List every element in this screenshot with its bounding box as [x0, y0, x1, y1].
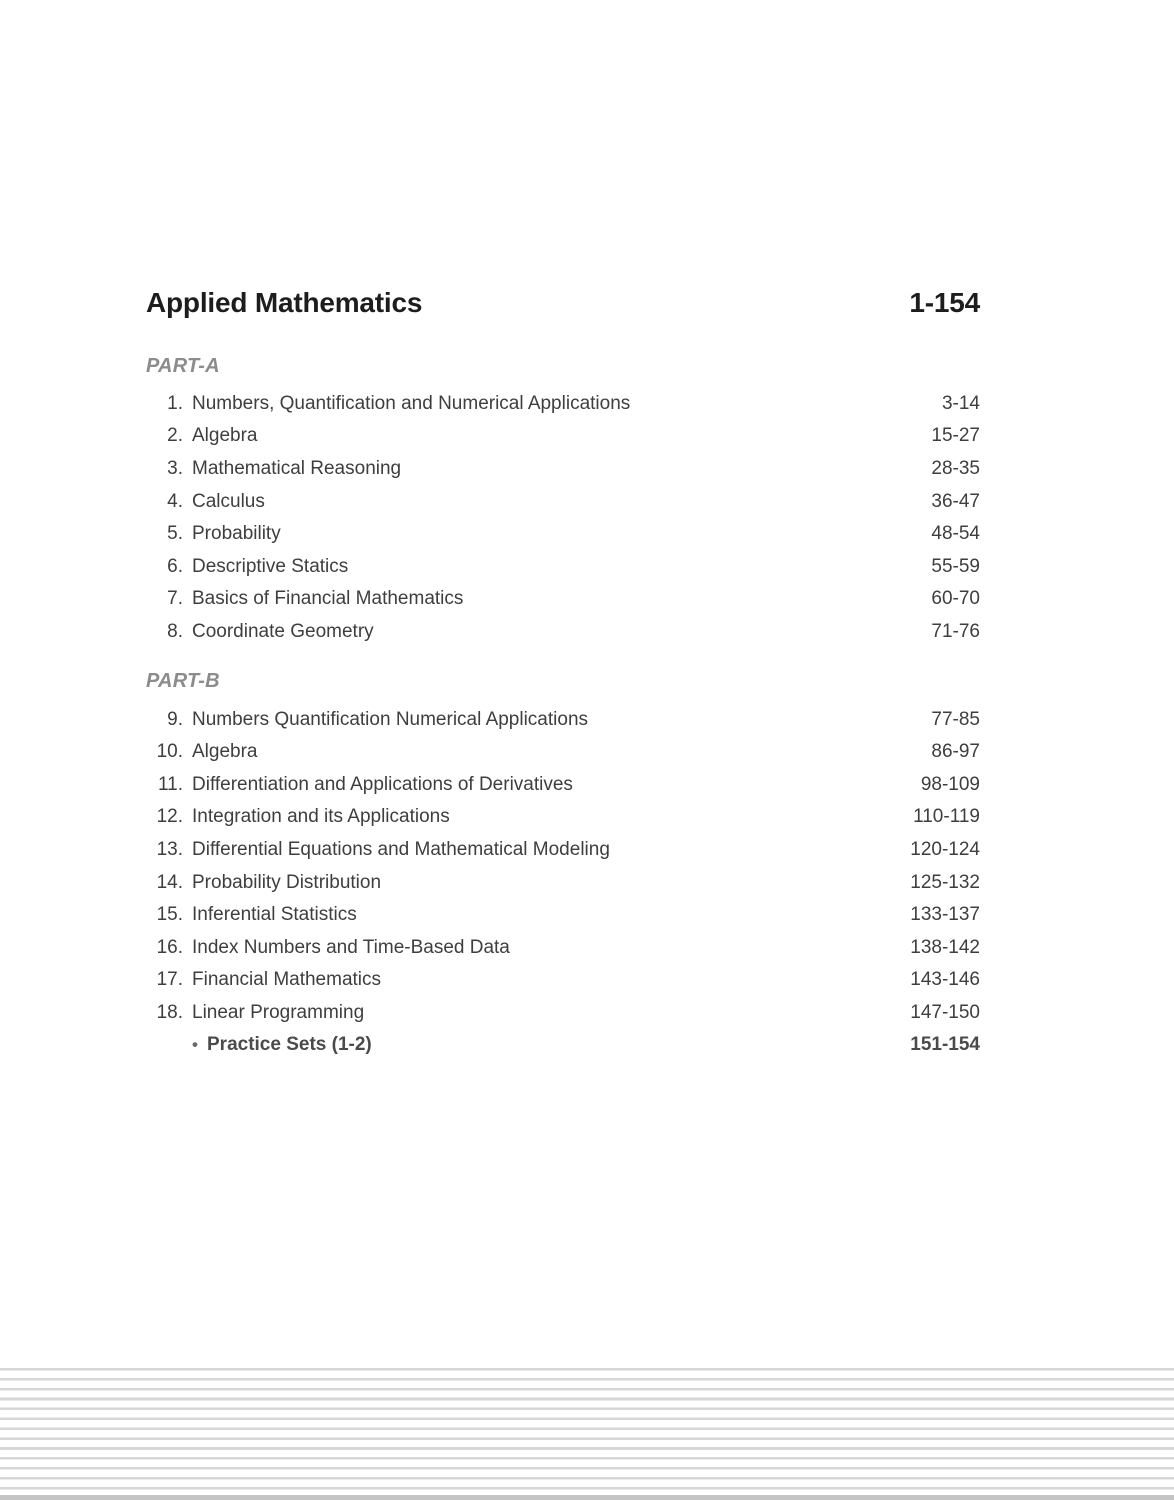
toc-item — [146, 899, 980, 932]
item-number: 13. — [156, 838, 183, 860]
item-pages: 110-119 — [913, 806, 980, 828]
item-number: 7. — [167, 588, 183, 610]
item-pages: 151-154 — [910, 1034, 980, 1056]
item-title: Financial Mathematics — [192, 969, 382, 991]
toc-item — [146, 1029, 980, 1062]
item-number: 14. — [156, 871, 183, 893]
item-title: Calculus — [192, 490, 265, 512]
item-pages: 3-14 — [941, 392, 980, 414]
page-title: Applied Mathematics — [146, 286, 423, 318]
item-number: 2. — [167, 425, 183, 447]
item-pages: 71-76 — [931, 620, 980, 642]
item-number: • — [192, 1035, 198, 1055]
toc-item — [146, 616, 980, 649]
toc-list — [146, 703, 980, 1062]
item-title: Numbers, Quantification and Numerical Applications — [192, 392, 631, 414]
item-number: 3. — [167, 457, 183, 479]
item-number: 6. — [167, 555, 183, 577]
part-heading: PART-B — [146, 670, 220, 693]
item-title: Linear Programming — [192, 1001, 365, 1023]
item-number: 15. — [156, 904, 183, 926]
item-number: 5. — [167, 523, 183, 545]
title-row — [146, 268, 980, 338]
item-pages: 36-47 — [931, 490, 980, 512]
toc-item — [146, 866, 980, 899]
item-pages: 48-54 — [931, 523, 980, 545]
item-pages: 15-27 — [931, 425, 980, 447]
item-number: 10. — [156, 741, 183, 763]
item-number: 11. — [157, 773, 183, 795]
toc-list — [146, 388, 980, 649]
part-heading: PART-A — [146, 354, 220, 377]
item-title: Differential Equations and Mathematical Modeling — [192, 838, 610, 860]
toc-section — [146, 354, 980, 649]
toc-section — [146, 669, 980, 1062]
decorative-bottom-stripe — [0, 1495, 1174, 1500]
item-number: 16. — [156, 936, 183, 958]
item-title: Integration and its Applications — [192, 806, 450, 828]
toc-item — [146, 583, 980, 616]
toc-item — [146, 768, 980, 801]
toc-item — [146, 518, 980, 551]
item-title: Algebra — [192, 425, 258, 447]
title-page-range: 1-154 — [909, 286, 980, 318]
item-number: 9. — [167, 708, 183, 730]
item-pages: 28-35 — [931, 457, 980, 479]
item-number: 17. — [156, 969, 183, 991]
item-pages: 147-150 — [910, 1001, 980, 1023]
item-number: 1. — [167, 392, 183, 414]
item-title: Probability Distribution — [192, 871, 382, 893]
item-pages: 55-59 — [931, 555, 980, 577]
toc-item — [146, 420, 980, 453]
item-title: Coordinate Geometry — [192, 620, 374, 642]
toc-item — [146, 703, 980, 736]
toc-item — [146, 453, 980, 486]
item-number: 8. — [167, 620, 183, 642]
item-pages: 98-109 — [920, 773, 980, 795]
item-pages: 143-146 — [910, 969, 980, 991]
item-title: Practice Sets (1-2) — [207, 1034, 372, 1056]
toc-item — [146, 964, 980, 997]
item-pages: 60-70 — [931, 588, 980, 610]
item-pages: 86-97 — [931, 741, 980, 763]
toc-item — [146, 485, 980, 518]
toc-item — [146, 834, 980, 867]
item-number: 18. — [156, 1001, 183, 1023]
item-title: Index Numbers and Time-Based Data — [192, 936, 510, 958]
item-pages: 77-85 — [931, 708, 980, 730]
item-pages: 138-142 — [910, 936, 980, 958]
item-pages: 125-132 — [910, 871, 980, 893]
item-number: 12. — [156, 806, 183, 828]
toc-sections — [146, 354, 980, 1062]
decorative-stripes — [0, 1368, 1174, 1500]
toc-item — [146, 997, 980, 1030]
item-pages: 120-124 — [910, 838, 980, 860]
toc-item — [146, 801, 980, 834]
toc-item — [146, 388, 980, 421]
item-pages: 133-137 — [910, 904, 980, 926]
item-title: Inferential Statistics — [192, 904, 357, 926]
item-title: Descriptive Statics — [192, 555, 349, 577]
item-title: Numbers Quantification Numerical Applications — [192, 708, 589, 730]
toc-item — [146, 736, 980, 769]
item-title: Differentiation and Applications of Derivatives — [192, 773, 573, 795]
item-title: Probability — [192, 523, 281, 545]
item-title: Basics of Financial Mathematics — [192, 588, 464, 610]
toc-item — [146, 550, 980, 583]
item-number: 4. — [167, 490, 183, 512]
item-title: Algebra — [192, 741, 258, 763]
toc-page — [146, 268, 980, 1062]
item-title: Mathematical Reasoning — [192, 457, 402, 479]
toc-item — [146, 931, 980, 964]
